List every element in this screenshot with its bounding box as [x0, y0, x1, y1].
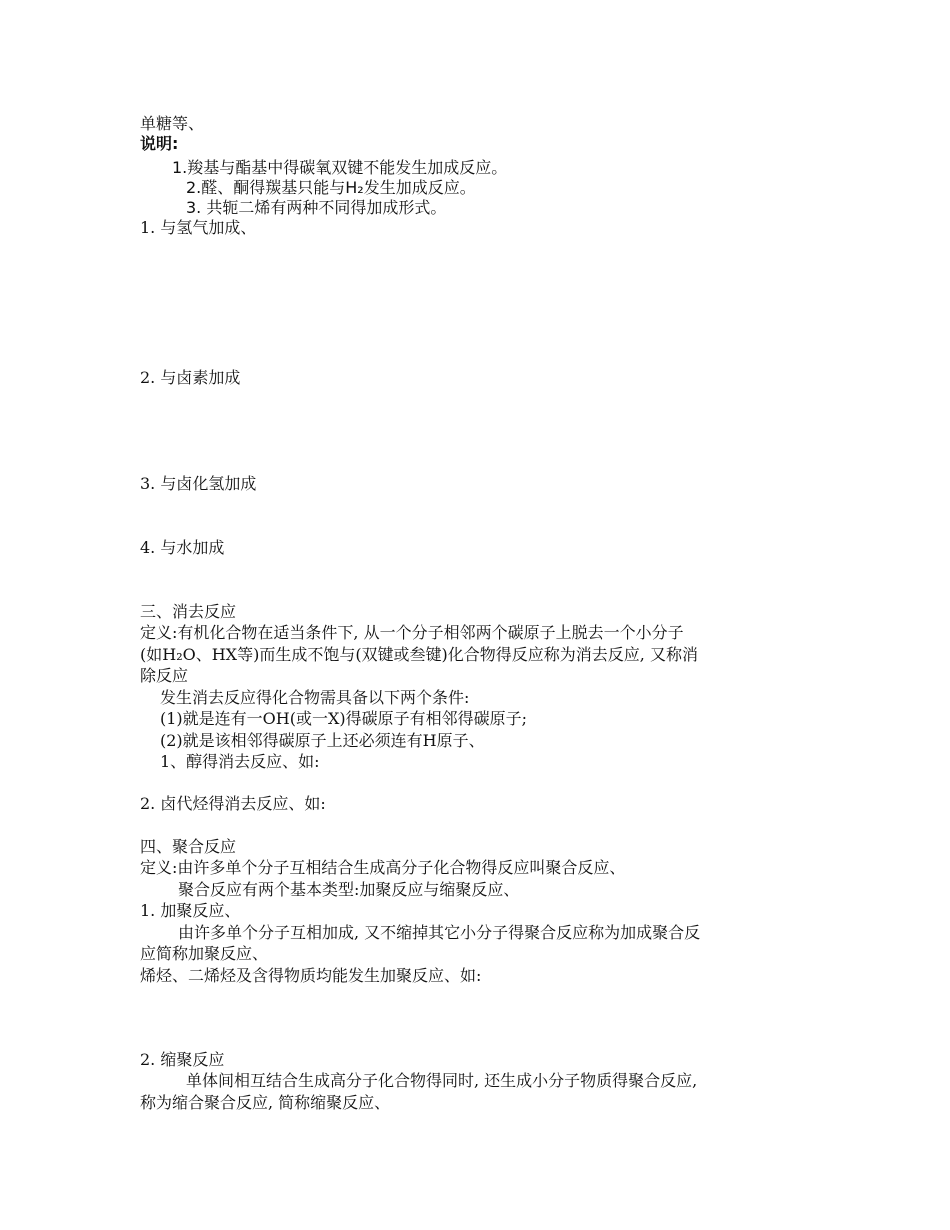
note-item-2: 2.醛、酮得羰基只能与H₂发生加成反应。 [186, 178, 476, 197]
list-item: 2. 卤代烃得消去反应、如: [140, 794, 326, 813]
section-heading: 四、聚合反应 [140, 837, 237, 856]
list-item: 2. 与卤素加成 [140, 368, 241, 387]
paragraph-line: 定义:有机化合物在适当条件下, 从一个分子相邻两个碳原子上脱去一个小分子 [140, 623, 684, 642]
text-line: 单糖等、 [140, 114, 205, 133]
paragraph-line: 单体间相互结合生成高分子化合物得同时, 还生成小分子物质得聚合反应, [186, 1071, 698, 1090]
paragraph-line: 聚合反应有两个基本类型:加聚反应与缩聚反应、 [178, 880, 520, 899]
note-item-3: 3. 共轭二烯有两种不同得加成形式。 [186, 198, 447, 217]
note-item-1: 1.羧基与酯基中得碳氧双键不能发生加成反应。 [172, 158, 508, 177]
paragraph-line: 由许多单个分子互相加成, 又不缩掉其它小分子得聚合反应称为加成聚合反 [178, 923, 701, 942]
condition-item: (2)就是该相邻得碳原子上还必须连有H原子、 [160, 731, 485, 750]
paragraph-line: 烯烃、二烯烃及含得物质均能发生加聚反应、如: [140, 966, 482, 985]
list-item: 3. 与卤化氢加成 [140, 474, 257, 493]
list-item: 4. 与水加成 [140, 538, 225, 557]
paragraph-line: (如H₂O、HX等)而生成不饱与(双键或叁键)化合物得反应称为消去反应, 又称消 [140, 645, 698, 664]
paragraph-line: 应简称加聚反应、 [140, 944, 269, 963]
note-heading: 说明: [140, 134, 179, 153]
list-item: 1. 与氢气加成、 [140, 218, 257, 237]
paragraph-line: 除反应 [140, 666, 189, 685]
paragraph-line: 发生消去反应得化合物需具备以下两个条件: [160, 688, 470, 707]
section-heading: 三、消去反应 [140, 602, 237, 621]
list-item: 1. 加聚反应、 [140, 901, 241, 920]
condition-item: (1)就是连有一OH(或一X)得碳原子有相邻得碳原子; [160, 709, 528, 728]
paragraph-line: 称为缩合聚合反应, 简称缩聚反应、 [140, 1093, 391, 1112]
paragraph-line: 定义:由许多单个分子互相结合生成高分子化合物得反应叫聚合反应、 [140, 858, 626, 877]
list-item: 1、醇得消去反应、如: [160, 752, 320, 771]
list-item: 2. 缩聚反应 [140, 1050, 225, 1069]
